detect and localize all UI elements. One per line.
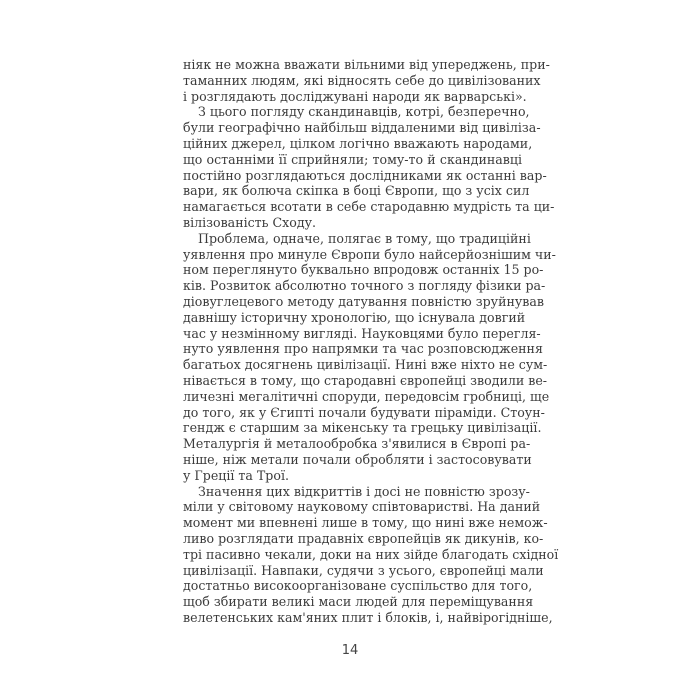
text-line: ном переглянуто буквально впродовж останніх 15 ро-: [183, 262, 544, 278]
text-line: були географічно найбільш віддаленими від цивіліза-: [183, 120, 541, 136]
text-line: давнішу історичну хронологію, що існувала довгий: [183, 309, 526, 325]
paragraph: [183, 57, 550, 104]
text-line: достатньо високоорганізоване суспільство для того,: [183, 578, 533, 594]
text-line: щоб збирати великі маси людей для переміщування: [183, 594, 534, 610]
text-line: час у незмінному вигляді. Науковцями було перегля-: [183, 325, 541, 341]
text-line: Значення цих відкриттів і досі не повністю зрозу-: [198, 483, 530, 499]
text-line: момент ми впевнені лише в тому, що нині вже немож-: [183, 515, 548, 531]
paragraph: [183, 483, 559, 626]
paragraph: [183, 104, 555, 230]
text-line: нуто уявлення про напрямки та час розповсюдження: [183, 341, 543, 357]
body-text: [183, 57, 559, 626]
text-line: намагається всотати в себе стародавню мудрість та ци-: [183, 199, 555, 215]
text-line: до того, як у Єгипті почали будувати піраміди. Стоун-: [183, 404, 545, 420]
text-line: і розглядають досліджувані народи як варварські».: [183, 88, 527, 104]
text-line: багатьох досягнень цивілізації. Нині вже ніхто не сум-: [183, 357, 548, 373]
text-line: що останніми її сприйняли; тому-то й скандинавці: [183, 151, 522, 167]
text-line: велетенських кам'яних плит і блоків, і, найвірогідніше,: [183, 609, 553, 625]
text-line: З цього погляду скандинавців, котрі, безперечно,: [198, 104, 530, 120]
text-line: постійно розглядаються дослідниками як останні вар-: [183, 167, 547, 183]
text-line: ційних джерел, цілком логічно вважають народами,: [183, 135, 533, 151]
text-line: уявлення про минуле Європи було найсерйознішим чи-: [183, 246, 556, 262]
text-line: цивілізації. Навпаки, судячи з усього, європейці мали: [183, 562, 544, 578]
text-line: нівається в тому, що стародавні європейці зводили ве-: [183, 372, 548, 388]
text-line: міли у світовому науковому співтоваристві. На даний: [183, 499, 541, 515]
text-line: личезні мегалітичні споруди, передовсім гробниці, ще: [183, 388, 550, 404]
text-line: ніяк не можна вважати вільними від упереджень, при-: [183, 57, 550, 72]
text-line: Проблема, одначе, полягає в тому, що традиційні: [198, 230, 531, 246]
text-line: діовуглецевого методу датування повністю зруйнував: [183, 293, 544, 309]
text-line: ніше, ніж метали почали обробляти і застосовувати: [183, 451, 532, 467]
text-line: Металургія й металообробка з'явилися в Європі ра-: [183, 436, 531, 452]
text-line: гендж є старшим за мікенську та грецьку цивілізації.: [183, 420, 542, 436]
text-line: трі пасивно чекали, доки на них зійде благодать східної: [183, 546, 559, 562]
text-line: ливо розглядати прадавніх європейців як дикунів, ко-: [183, 530, 544, 546]
paragraph: [183, 230, 556, 484]
text-line: у Греції та Трої.: [183, 467, 289, 483]
text-line: таманних людям, які відносять себе до цивілізованих: [183, 72, 541, 88]
text-line: ків. Розвиток абсолютно точного з погляду фізики ра-: [183, 278, 546, 294]
text-line: вілізованість Сходу.: [183, 214, 316, 230]
text-line: вари, як болюча скіпка в боці Європи, що з усіх сил: [183, 183, 530, 199]
page-number: 14: [341, 643, 359, 658]
